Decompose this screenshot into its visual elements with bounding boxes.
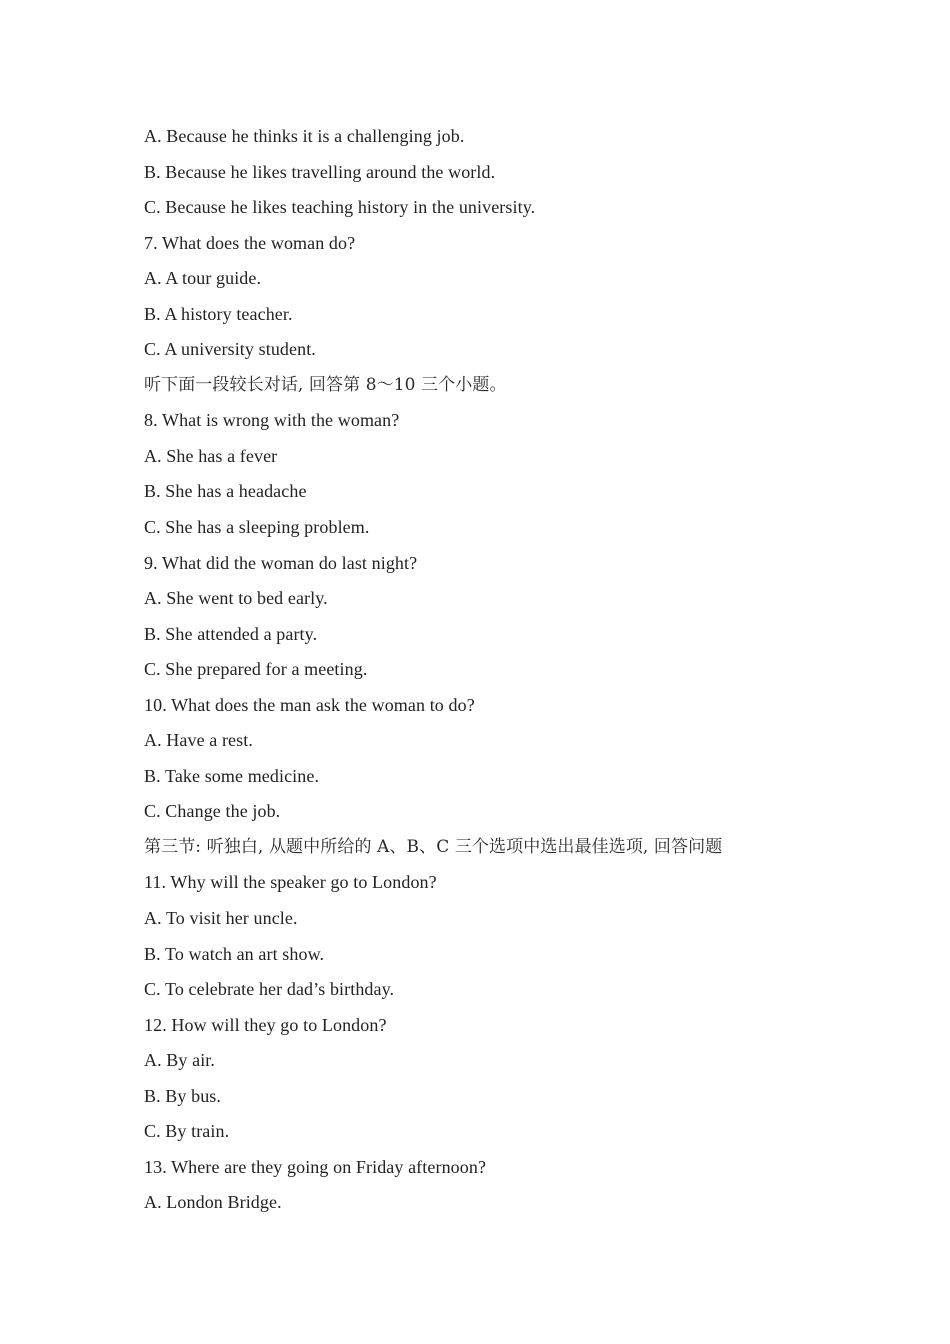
question-text: 11. Why will the speaker go to London?	[144, 872, 437, 893]
question-text: 10. What does the man ask the woman to do?	[144, 694, 475, 715]
section-instruction: 第三节: 听独白, 从题中所给的 A、B、C 三个选项中选出最佳选项, 回答问题	[144, 836, 723, 857]
option-text: B. Because he likes travelling around the world.	[144, 161, 496, 182]
option-text: B. By bus.	[144, 1085, 222, 1106]
question-text: 9. What did the woman do last night?	[144, 552, 418, 573]
option-text: B. She attended a party.	[144, 623, 318, 644]
option-text: A. By air.	[144, 1050, 215, 1071]
option-text: A. Because he thinks it is a challenging job.	[144, 126, 465, 146]
question-text: 12. How will they go to London?	[144, 1014, 387, 1035]
question-text: 8. What is wrong with the woman?	[144, 410, 400, 431]
option-text: C. A university student.	[144, 339, 316, 360]
option-text: A. She went to bed early.	[144, 588, 328, 609]
question-text: 7. What does the woman do?	[144, 232, 356, 253]
option-text: A. A tour guide.	[144, 268, 262, 289]
option-text: C. She has a sleeping problem.	[144, 517, 370, 538]
option-text: C. To celebrate her dad’s birthday.	[144, 979, 395, 1000]
option-text: B. Take some medicine.	[144, 765, 320, 786]
option-text: C. Change the job.	[144, 801, 281, 822]
option-text: C. She prepared for a meeting.	[144, 659, 368, 680]
option-text: A. Have a rest.	[144, 730, 253, 751]
question-text: 13. Where are they going on Friday afternoon?	[144, 1156, 487, 1177]
option-text: B. She has a headache	[144, 481, 307, 502]
option-text: C. By train.	[144, 1121, 230, 1142]
option-text: C. Because he likes teaching history in the university.	[144, 197, 536, 218]
option-text: A. To visit her uncle.	[144, 908, 298, 929]
option-text: B. A history teacher.	[144, 303, 293, 324]
option-text: B. To watch an art show.	[144, 943, 325, 964]
option-text: A. London Bridge.	[144, 1192, 282, 1213]
section-instruction: 听下面一段较长对话, 回答第 8～10 三个小题。	[144, 374, 507, 395]
option-text: A. She has a fever	[144, 445, 278, 466]
document-body	[144, 119, 824, 1221]
